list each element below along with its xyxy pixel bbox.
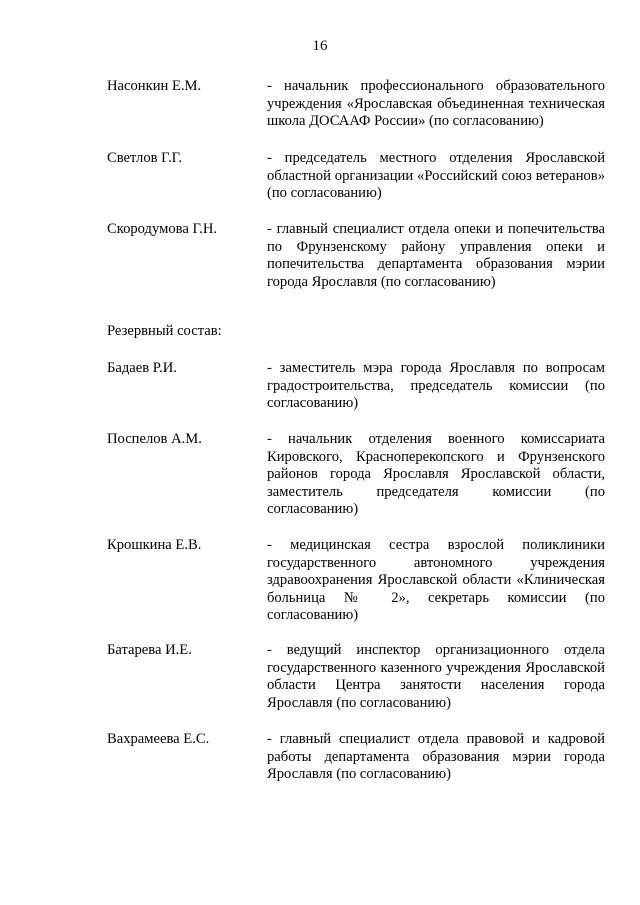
member-name: Вахрамеева Е.С. xyxy=(107,731,210,747)
member-name: Бадаев Р.И. xyxy=(107,360,177,376)
member-name: Крошкина Е.В. xyxy=(107,537,202,553)
member-role: - ведущий инспектор организационного отдела государственного казенного учреждения Ярославской области Центра занятости населения города Ярославля (по согласованию) xyxy=(267,642,605,711)
member-role: - медицинская сестра взрослой поликлиники государственного автономного учреждения здравоохранения Ярославской области «Клиническая больница № 2», секретарь комиссии (по согласованию) xyxy=(267,537,605,624)
page-number: 16 xyxy=(312,38,328,54)
member-role: - заместитель мэра города Ярославля по вопросам градостроительства, председатель комиссии (по согласованию) xyxy=(267,360,605,412)
member-name: Батарева И.Е. xyxy=(107,642,192,658)
member-role: - начальник профессионального образовательного учреждения «Ярославская объединенная техническая школа ДОСААФ России» (по согласованию) xyxy=(267,78,605,130)
reserve-section-label: Резервный состав: xyxy=(107,323,222,339)
member-role: - главный специалист отдела правовой и кадровой работы департамента образования мэрии города Ярославля (по согласованию) xyxy=(267,731,605,783)
member-role: - начальник отделения военного комиссариата Кировского, Красноперекопского и Фрунзенского районов города Ярославля Ярославской области, заместитель председателя комиссии (по согласованию) xyxy=(267,431,605,518)
member-name: Скородумова Г.Н. xyxy=(107,221,218,237)
member-name: Светлов Г.Г. xyxy=(107,150,183,166)
member-role: - главный специалист отдела опеки и попечительства по Фрунзенскому району управления опеки и попечительства департамента образования мэрии города Ярославля (по согласованию) xyxy=(267,221,605,290)
member-name: Поспелов А.М. xyxy=(107,431,202,447)
member-role: - председатель местного отделения Ярославской областной организации «Российский союз ветеранов» (по согласованию) xyxy=(267,150,605,202)
member-name: Насонкин Е.М. xyxy=(107,78,202,94)
